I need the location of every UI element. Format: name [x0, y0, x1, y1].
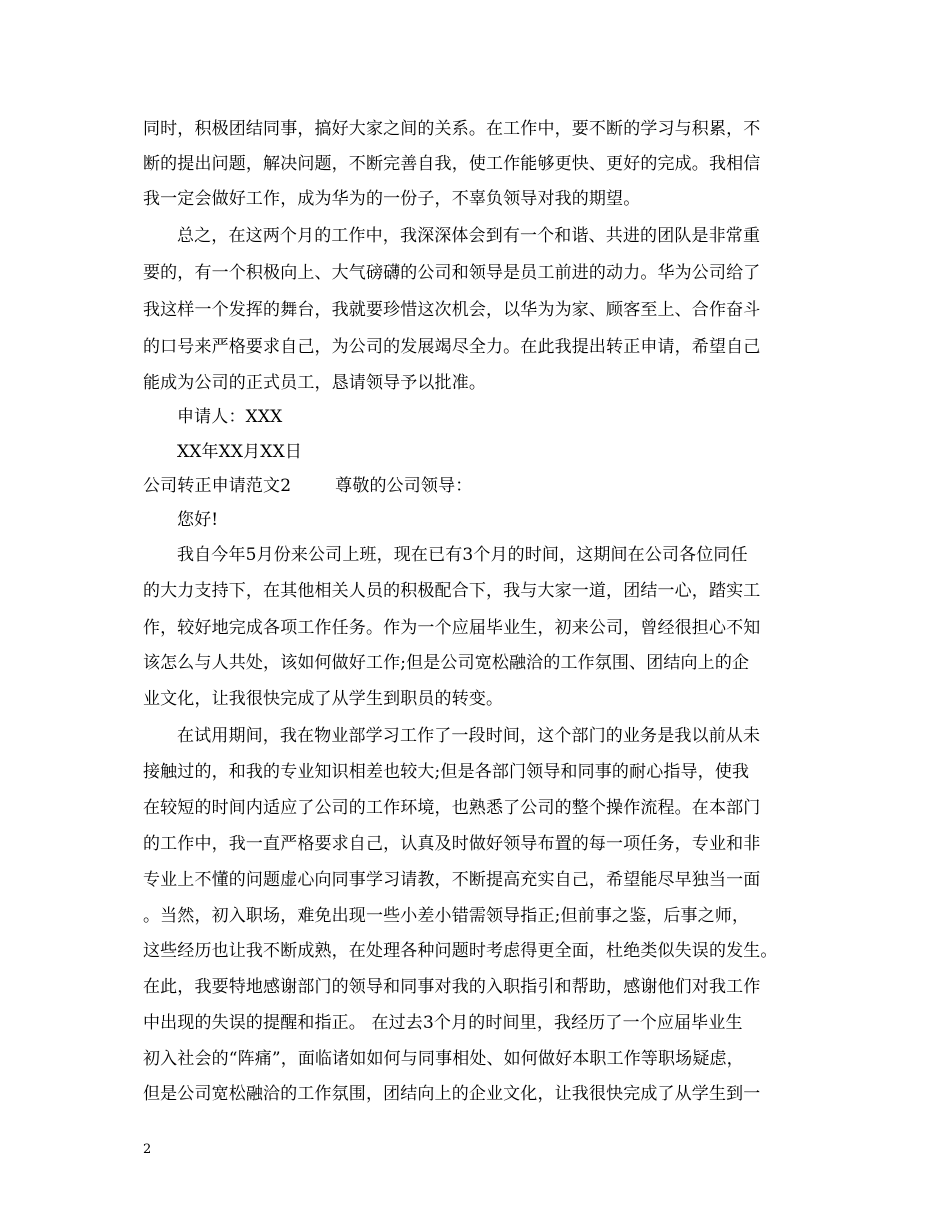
body-text-line: 业文化，让我很快完成了从学生到职员的转变。: [143, 689, 504, 709]
body-text-line: 但是公司宽松融洽的工作氛围，团结向上的企业文化，让我很快完成了从学生到一: [143, 1084, 761, 1104]
section-heading-line: [143, 476, 843, 496]
body-text-line: 要的，有一个积极向上、大气磅礴的公司和领导是员工前进的动力。华为公司给了: [143, 263, 761, 283]
applicant-line: 申请人：XXX: [177, 407, 283, 427]
body-text-line: 这些经历也让我不断成熟，在处理各种问题时考虑得更全面，杜绝类似失误的发生。: [143, 941, 778, 961]
body-text-line: 断的提出问题，解决问题，不断完善自我，使工作能够更快、更好的完成。我相信: [143, 154, 761, 174]
section-title: 公司转正申请范文2: [143, 476, 292, 496]
body-text-line: 能成为公司的正式员工，恳请领导予以批准。: [143, 373, 486, 393]
body-text-line: 中出现的失误的提醒和指正。 在过去3个月的时间里，我经历了一个应届毕业生: [143, 1013, 743, 1033]
page-number: 2: [143, 1142, 152, 1157]
body-text-line: 。当然，初入职场，难免出现一些小差小错需领导指正;但前事之鉴，后事之师，: [143, 906, 750, 926]
body-text-line: 的工作中，我一直严格要求自己，认真及时做好领导布置的每一项任务，专业和非: [143, 834, 761, 854]
body-text-line: 在较短的时间内适应了公司的工作环境，也熟悉了公司的整个操作流程。在本部门: [143, 798, 761, 818]
body-text-line: 的口号来严格要求自己，为公司的发展竭尽全力。在此我提出转正申请，希望自己: [143, 337, 761, 357]
salutation: 尊敬的公司领导：: [335, 476, 473, 496]
body-text-line: 初入社会的“阵痛”，面临诸如如何与同事相处、如何做好本职工作等职场疑虑，: [143, 1049, 744, 1069]
body-text-line: 接触过的，和我的专业知识相差也较大;但是各部门领导和同事的耐心指导，使我: [143, 762, 750, 782]
body-text-line: 同时，积极团结同事，搞好大家之间的关系。在工作中，要不断的学习与积累，不: [143, 119, 761, 139]
paragraph-first-line: 我自今年5月份来公司上班，现在已有3个月的时间，这期间在公司各位同任: [177, 545, 748, 565]
body-text-line: 专业上不懂的问题虚心向同事学习请教，不断提高充实自己，希望能尽早独当一面: [143, 870, 761, 890]
body-text-line: 该怎么与人共处，该如何做好工作;但是公司宽松融洽的工作氛围、团结向上的企: [143, 653, 750, 673]
body-text-line: 的大力支持下，在其他相关人员的积极配合下，我与大家一道，团结一心，踏实工: [143, 581, 761, 601]
body-text-line: 作，较好地完成各项工作任务。作为一个应届毕业生，初来公司，曾经很担心不知: [143, 618, 761, 638]
paragraph-first-line: 总之，在这两个月的工作中，我深深体会到有一个和谐、共进的团队是非常重: [177, 226, 761, 246]
date-line: XX年XX月XX日: [177, 442, 302, 462]
body-text-line: 我一定会做好工作，成为华为的一份子，不辜负领导对我的期望。: [143, 189, 641, 209]
greeting-line: 您好!: [177, 510, 219, 530]
body-text-line: 在此，我要特地感谢部门的领导和同事对我的入职指引和帮助，感谢他们对我工作: [143, 977, 761, 997]
body-text-line: 我这样一个发挥的舞台，我就要珍惜这次机会，以华为为家、顾客至上、合作奋斗: [143, 300, 761, 320]
paragraph-first-line: 在试用期间，我在物业部学习工作了一段时间，这个部门的业务是我以前从未: [177, 726, 761, 746]
